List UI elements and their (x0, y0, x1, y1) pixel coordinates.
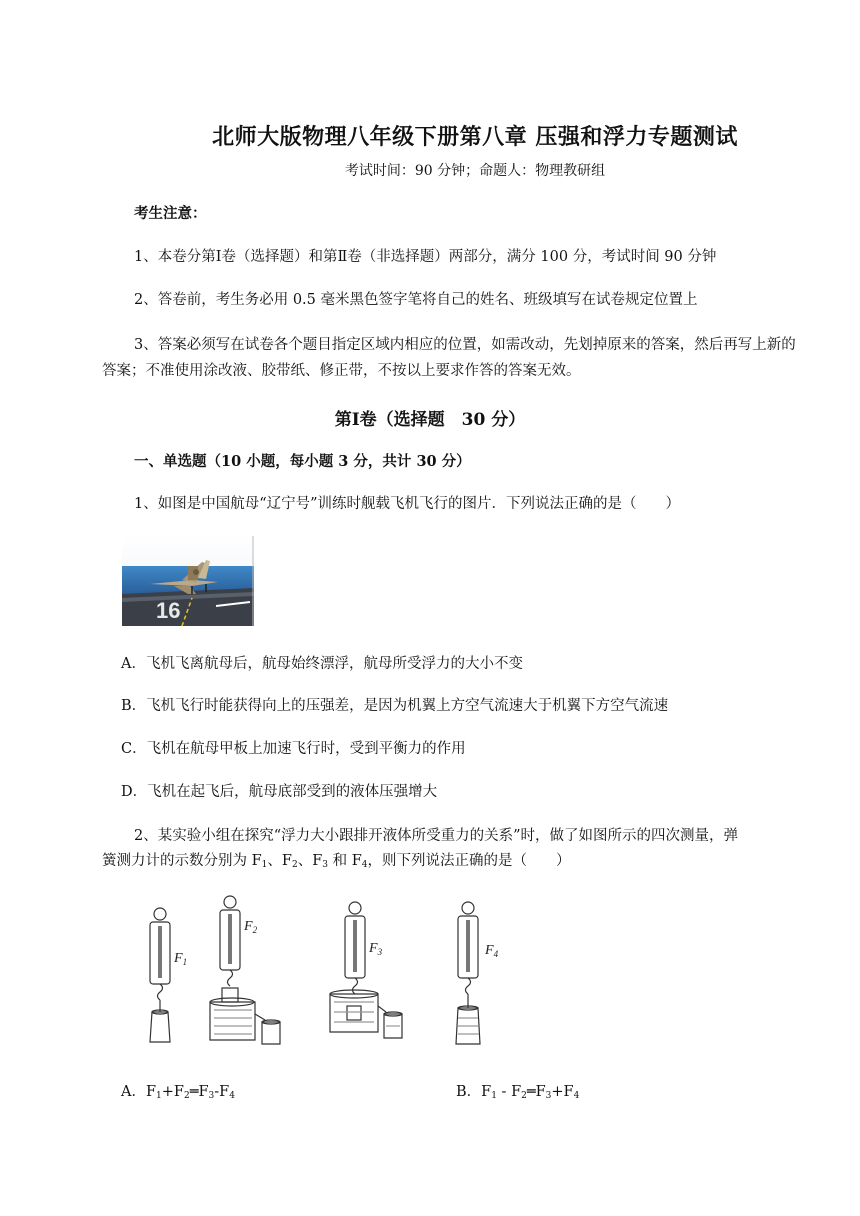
question-1-option-c: C．飞机在航母甲板上加速飞行时，受到平衡力的作用 (121, 741, 466, 757)
question-1-option-d: D．飞机在起飞后，航母底部受到的液体压强增大 (121, 784, 438, 800)
question-2-option-a: A．$F_1+F_2═F_3-F_4$ (121, 1084, 235, 1101)
document-title: 北师大版物理八年级下册第八章 压强和浮力专题测试 (212, 124, 738, 150)
notice-item-2: 2、答卷前，考生务必用 0.5 毫米黑色签字笔将自己的姓名、班级填写在试卷规定位置上 (134, 292, 698, 308)
spring-scale-1 (150, 908, 170, 1042)
question-2-stem-line2: 簧测力计的示数分别为 $F_1$、$F_2$、$F_3$ 和 $F_4$，则下列说法正确的是（ ） (102, 853, 571, 870)
figure-label-f4: $F_4$ (485, 943, 499, 959)
figure-label-f1: $F_1$ (174, 951, 188, 967)
question-1-stem: 1、如图是中国航母“辽宁号”训练时舰载飞机飞行的图片．下列说法正确的是（ ） (134, 496, 681, 512)
spring-scale-4 (456, 902, 480, 1044)
section-title: 第Ⅰ卷（选择题 30 分） (334, 410, 526, 430)
spring-scale-3 (330, 902, 402, 1038)
spring-scale-figure (130, 890, 510, 1060)
notice-heading: 考生注意： (134, 205, 207, 222)
part-heading: 一、单选题（10 小题，每小题 3 分，共计 30 分） (134, 453, 471, 470)
figure-label-f3: $F_3$ (369, 941, 383, 957)
aircraft-carrier-image (122, 536, 254, 626)
question-2-option-b: B．$F_1$ - $F_2═F_3+F_4$ (456, 1084, 580, 1101)
notice-item-1: 1、本卷分第Ⅰ卷（选择题）和第Ⅱ卷（非选择题）两部分，满分 100 分，考试时间 90 分钟 (134, 249, 717, 265)
question-1-option-a: A．飞机飞离航母后，航母始终漂浮，航母所受浮力的大小不变 (121, 656, 523, 672)
deck-number: 16 (156, 598, 181, 623)
notice-item-3: 3、答案必须写在试卷各个题目指定区域内相应的位置，如需改动，先划掉原来的答案，然后再写上新的答案；不准使用涂改液、胶带纸、修正带，不按以上要求作答的答案无效。 (102, 337, 796, 379)
question-1-option-b: B．飞机飞行时能获得向上的压强差，是因为机翼上方空气流速大于机翼下方空气流速 (121, 698, 669, 714)
document-subtitle: 考试时间：90 分钟；命题人：物理教研组 (344, 163, 606, 179)
figure-label-f2: $F_2$ (244, 919, 258, 935)
question-2-stem-line1: 2、某实验小组在探究“浮力大小跟排开液体所受重力的关系”时，做了如图所示的四次测量，弹 (134, 828, 739, 844)
